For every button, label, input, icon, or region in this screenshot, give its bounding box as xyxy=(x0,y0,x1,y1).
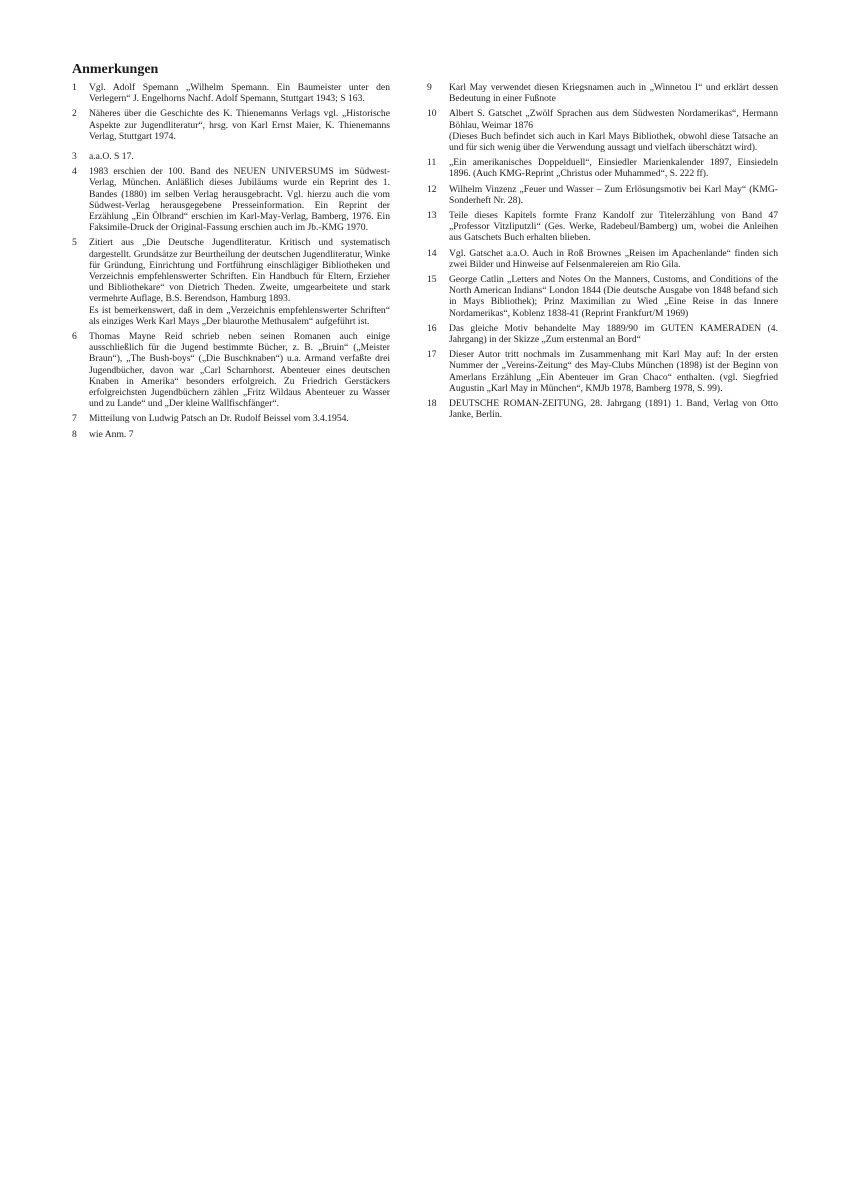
footnote-13 xyxy=(427,210,778,244)
footnote-10 xyxy=(427,108,778,153)
footnote-number: 5 xyxy=(72,237,77,249)
footnote-4 xyxy=(72,166,390,233)
notes-column-left xyxy=(72,82,390,444)
footnote-number: 9 xyxy=(427,82,432,93)
footnote-number: 17 xyxy=(427,349,437,361)
footnote-number: 15 xyxy=(427,274,437,286)
footnote-1 xyxy=(72,82,390,104)
footnote-number: 14 xyxy=(427,247,437,259)
footnote-12 xyxy=(427,184,778,206)
footnote-3 xyxy=(72,151,390,162)
footnote-11 xyxy=(427,157,778,179)
page-title: Anmerkungen xyxy=(72,62,159,77)
footnote-number: 1 xyxy=(72,82,77,93)
footnote-number: 7 xyxy=(72,413,77,425)
footnote-text: Das gleiche Motiv behandelte May 1889/90 im GUTEN KAMERADEN (4. Jahrgang) in der Skizze „Zum erstenmal an Bord“ xyxy=(449,322,778,346)
footnote-number: 2 xyxy=(72,108,77,120)
footnote-6 xyxy=(72,331,390,409)
footnote-text: wie Anm. 7 xyxy=(89,428,134,440)
footnote-text-continued: (Dieses Buch befindet sich auch in Karl Mays Bibliothek, obwohl diese Tatsache an und für sich wenig über die Verwendung aussagt und vielfach überschätzt wird). xyxy=(449,130,778,154)
footnote-number: 12 xyxy=(427,183,437,195)
footnote-8 xyxy=(72,429,390,440)
footnote-text: „Ein amerikanisches Doppelduell“, Einsiedler Marienkalender 1897, Einsiedeln 1896. (Auch KMG-Reprint „Christus oder Muhammed“, S. 222 ff). xyxy=(449,157,778,180)
footnote-text: Albert S. Gatschet „Zwölf Sprachen aus dem Südwesten Nordamerikas“, Hermann Böhlau, Weimar 1876 xyxy=(449,108,778,131)
footnote-text: Thomas Mayne Reid schrieb neben seinen Romanen auch einige ausschließlich für die Jugend bestimmte Bücher, z. B. „Bruin“ („Meister Braun“), „The Bush-boys“ („Die Buschknaben“) u.a. Armand verfaßte drei Jugendbücher, davon war „Carl Scharnhorst. Abenteuer eines deutschen Knaben in Amerika“ besonders erfolgreich. Zu Friedrich Gerstäckers erfolgreichsten Jugendbüchern zählen „Fritz Wildaus Abenteuer zu Wasser und zu Lande“ und „Der kleine Wallfischfänger“. xyxy=(89,331,390,410)
footnote-text: 1983 erschien der 100. Band des NEUEN UNIVERSUMS im Südwest-Verlag, München. Anläßlich dieses Jubiläums wurde ein Reprint des 1. Bandes (1880) im selben Verlag herausgebracht. Vgl. hierzu auch die vom Südwest-Verlag herausgegebene Presseinformation. Ein Reprint der Erzählung „Ein Ölbrand“ erschien im Karl-May-Verlag, Bamberg, 1976. Ein Faksimile-Druck der Original-Fassung erschien auch im Jb.-KMG 1970. xyxy=(89,166,390,234)
footnote-7 xyxy=(72,413,390,424)
footnote-number: 13 xyxy=(427,210,437,222)
footnote-number: 16 xyxy=(427,322,437,334)
footnote-9 xyxy=(427,82,778,104)
footnote-number: 10 xyxy=(427,108,437,120)
footnote-text: Vgl. Adolf Spemann „Wilhelm Spemann. Ein Baumeister unter den Verlegern“ J. Engelhorns Nachf. Adolf Spemann, Stuttgart 1943; S 163. xyxy=(89,82,390,105)
footnote-number: 18 xyxy=(427,398,437,410)
footnote-18 xyxy=(427,398,778,420)
footnote-text: a.a.O. S 17. xyxy=(89,151,134,163)
footnote-text: Wilhelm Vinzenz „Feuer und Wasser – Zum Erlösungsmotiv bei Karl May“ (KMG-Sonderheft Nr. 28). xyxy=(449,183,778,206)
footnote-text: Mitteilung von Ludwig Patsch an Dr. Rudolf Beissel vom 3.4.1954. xyxy=(89,413,349,425)
footnote-5 xyxy=(72,237,390,327)
footnote-number: 4 xyxy=(72,166,77,178)
footnote-2 xyxy=(72,108,390,142)
footnote-text: Näheres über die Geschichte des K. Thienemanns Verlags vgl. „Historische Aspekte zur Jugendliteratur“, hrsg. von Karl Ernst Maier, K. Thienemanns Verlag, Stuttgart 1974. xyxy=(89,108,390,142)
footnote-16 xyxy=(427,323,778,345)
footnote-number: 8 xyxy=(72,428,77,440)
footnote-text: Teile dieses Kapitels formte Franz Kandolf zur Titelerzählung von Band 47 „Professor Vitzliputzli“ (Ges. Werke, Radebeul/Bamberg) um, wobei die Anleihen aus Gatschets Buch erhalten blieben. xyxy=(449,210,778,244)
footnote-text: Dieser Autor tritt nochmals im Zusammenhang mit Karl May auf: In der ersten Nummer der „Vereins-Zeitung“ des May-Clubs München (1898) ist der Beginn von Amerlans Erzählung „Ein Abenteuer im Gran Chaco“ enthalten. (vgl. Siegfried Augustin „Karl May in München“, KMJb 1978, Bamberg 1978, S. 99). xyxy=(449,349,778,394)
footnote-14 xyxy=(427,248,778,270)
footnote-text: Zitiert aus „Die Deutsche Jugendliteratur. Kritisch und systematisch dargestellt. Grundsätze zur Beurtheilung der deutschen Jugendliteratur, Winke für Gründung, Einrichtung und Fortführung einschlägiger Bibliotheken und Verzeichnis empfehlenswerter Schriften. Ein Handbuch für Eltern, Erzieher und Bibliothekare“ von Dietrich Theden. Zweite, umgearbeitete und stark vermehrte Auflage, B.S. Berendson, Hamburg 1893. xyxy=(89,237,390,305)
footnote-number: 3 xyxy=(72,151,77,163)
footnote-number: 11 xyxy=(427,157,437,169)
footnote-text-continued: Es ist bemerkenswert, daß in dem „Verzeichnis empfehlenswerter Schriften“ als einziges Werk Karl Mays „Der blaurothe Methusalem“ aufgeführt ist. xyxy=(89,304,390,327)
footnote-number: 6 xyxy=(72,331,77,343)
footnote-text: George Catlin „Letters and Notes On the Manners, Customs, and Conditions of the North American Indians“ London 1844 (Die deutsche Ausgabe von 1848 befand sich in Mays Bibliothek); Prinz Maximilian zu Wied „Eine Reise in das Innere Nordamerikas“, Koblenz 1838-41 (Reprint Frankfurt/M 1969) xyxy=(449,274,778,319)
footnote-text: DEUTSCHE ROMAN-ZEITUNG, 28. Jahrgang (1891) 1. Band, Verlag von Otto Janke, Berlin. xyxy=(449,398,778,421)
footnote-text: Vgl. Gatschet a.a.O. Auch in Roß Brownes „Reisen im Apachenlande“ finden sich zwei Bilder und Hinweise auf Felsenmalereien am Rio Gila. xyxy=(449,247,778,270)
footnote-text: Karl May verwendet diesen Kriegsnamen auch in „Winnetou I“ und erklärt dessen Bedeutung in einer Fußnote xyxy=(449,82,778,105)
footnote-15 xyxy=(427,274,778,319)
notes-column-right xyxy=(427,82,778,424)
footnote-17 xyxy=(427,349,778,394)
